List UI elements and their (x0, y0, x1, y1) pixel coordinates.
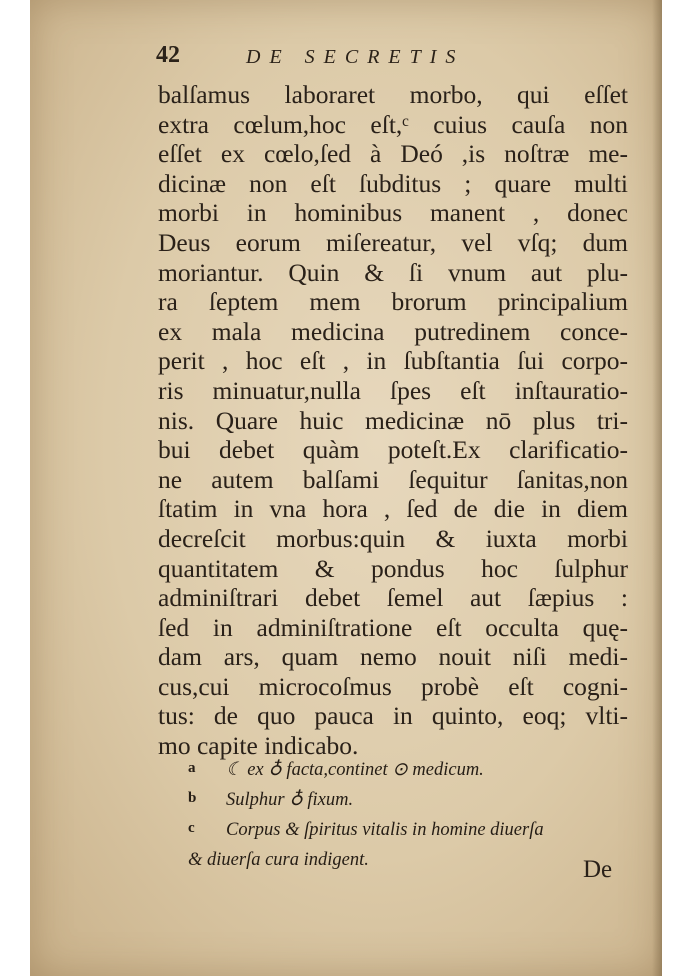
text-line: balſamus laboraret morbo, qui eſſet (158, 80, 628, 109)
main-text-block (158, 80, 628, 761)
text-line: ex mala medicina putredinem conce- (158, 316, 628, 346)
text-line: bui debet quàm poteſt.Ex clarificatio- (158, 435, 628, 465)
text-line: ſed in adminiſtratione eſt occulta quę- (158, 612, 628, 642)
text-line: decreſcit morbus:quin & iuxta morbi (158, 523, 628, 553)
footnote-mark: c (188, 820, 195, 836)
text-line: nis. Quare huic medicinæ nō plus tri- (158, 405, 628, 435)
footnote-mark: b (188, 790, 197, 806)
text-line: dicinæ non eſt ſubditus ; quare multi (158, 168, 628, 198)
footnote-text: ☾ ex ♁ facta,continet ⊙ medicum. (226, 760, 484, 780)
text-line: ne autem balſami ſequitur ſanitas,non (158, 464, 628, 494)
running-title: DE SECRETIS (246, 46, 465, 68)
text-line: perit , hoc eſt , in ſubſtantia ſui corpo- (158, 346, 628, 376)
text-line: ra ſeptem mem brorum principalium (158, 287, 628, 317)
catchword: De (583, 856, 613, 883)
page-number: 42 (156, 42, 180, 68)
text-line: dam ars, quam nemo nouit niſi medi- (158, 642, 628, 672)
text-line-last: mo capite indicabo. (158, 731, 359, 761)
text-line: Deus eorum miſereatur, vel vſq; dum (158, 227, 628, 257)
text-line: ſtatim in vna hora , ſed de die in diem (158, 494, 628, 524)
footnote-b (188, 785, 628, 815)
running-head (156, 42, 616, 82)
page-edge-shadow (652, 0, 662, 976)
footnote-c (188, 815, 628, 845)
footnote-c-continued (188, 845, 628, 875)
text-line: moriantur. Quin & ſi vnum aut plu- (158, 257, 628, 287)
footnote-mark: a (188, 760, 196, 776)
text-line: morbi in hominibus manent , donec (158, 198, 628, 228)
text-line: cus,cui microcoſmus probè eſt cogni- (158, 671, 628, 701)
text-line: tus: de quo pauca in quinto, eoq; vlti- (158, 701, 628, 731)
book-page (30, 0, 662, 976)
footnote-text: & diuerſa cura indigent. (188, 850, 369, 870)
text-line: adminiſtrari debet ſemel aut ſæpius : (158, 583, 628, 613)
text-line: eſſet ex cœlo,ſed à Deó ,is noſtræ me- (158, 139, 628, 169)
footnote-text: Sulphur ♁ fixum. (226, 790, 354, 810)
text-line: quantitatem & pondus hoc ſulphur (158, 553, 628, 583)
footnote-a (188, 755, 628, 785)
marginal-notes (188, 755, 628, 875)
text-line: ris minuatur,nulla ſpes eſt inſtauratio- (158, 375, 628, 405)
text-line: extra cœlum,hoc eſt,ᶜ cuius cauſa non (158, 109, 628, 139)
footnote-text: Corpus & ſpiritus vitalis in homine diuerſa (226, 820, 544, 840)
